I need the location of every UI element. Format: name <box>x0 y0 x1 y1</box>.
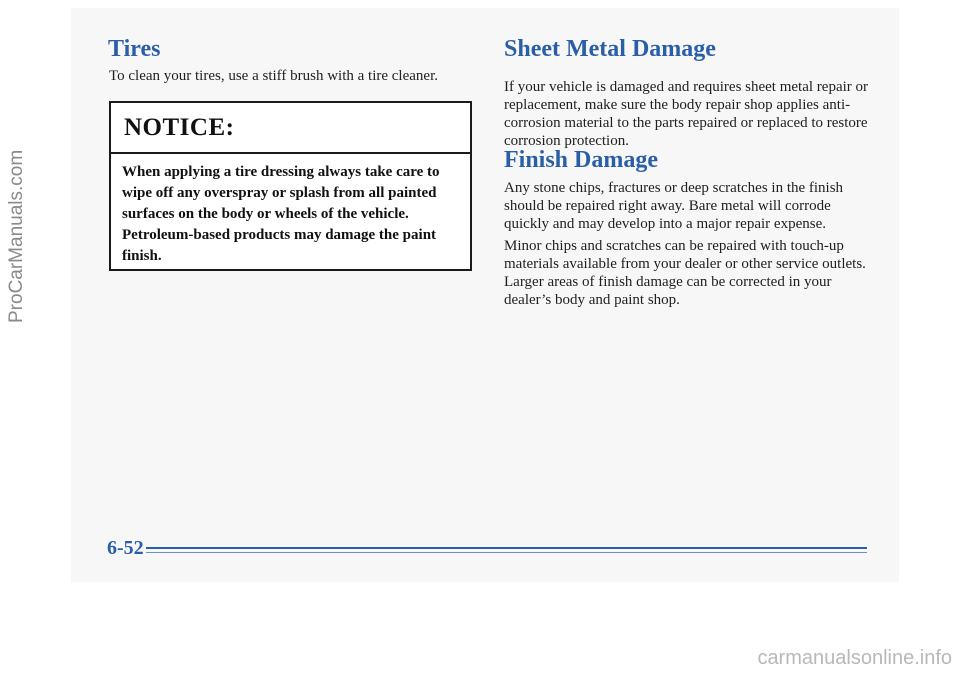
footer-rule <box>146 547 867 549</box>
notice-text: When applying a tire dressing always take care to wipe off any overspray or splash from all painted surfaces on the body or wheels of the vehicle. Petroleum-based products may damage the paint finish. <box>122 164 440 264</box>
page-number: 6-52 <box>107 537 144 559</box>
bottom-watermark: carmanualsonline.info <box>757 647 952 669</box>
notice-box <box>109 101 472 271</box>
finish-heading: Finish Damage <box>504 147 659 173</box>
notice-divider <box>111 152 470 154</box>
finish-paragraph-2: Minor chips and scratches can be repaired with touch-up materials available from your dealer or other service outlets. Larger areas of finish damage can be corrected in your dealer’s body and paint shop. <box>504 238 866 308</box>
sheet-metal-text: If your vehicle is damaged and requires sheet metal repair or replacement, make sure the body repair shop applies anti-corrosion material to the parts repaired or replaced to restore corrosion protection. <box>504 79 869 149</box>
manual-page <box>71 8 899 582</box>
side-watermark: ProCarManuals.com <box>6 150 27 324</box>
sheet-metal-heading: Sheet Metal Damage <box>504 36 716 62</box>
tires-text: To clean your tires, use a stiff brush with a tire cleaner. <box>109 68 438 84</box>
notice-title: NOTICE: <box>124 114 235 141</box>
footer-rule-secondary <box>146 552 867 553</box>
tires-heading: Tires <box>108 36 161 62</box>
finish-paragraph-1: Any stone chips, fractures or deep scratches in the finish should be repaired right away. Bare metal will corrode quickly and may develop into a major repair expense. <box>504 180 844 232</box>
